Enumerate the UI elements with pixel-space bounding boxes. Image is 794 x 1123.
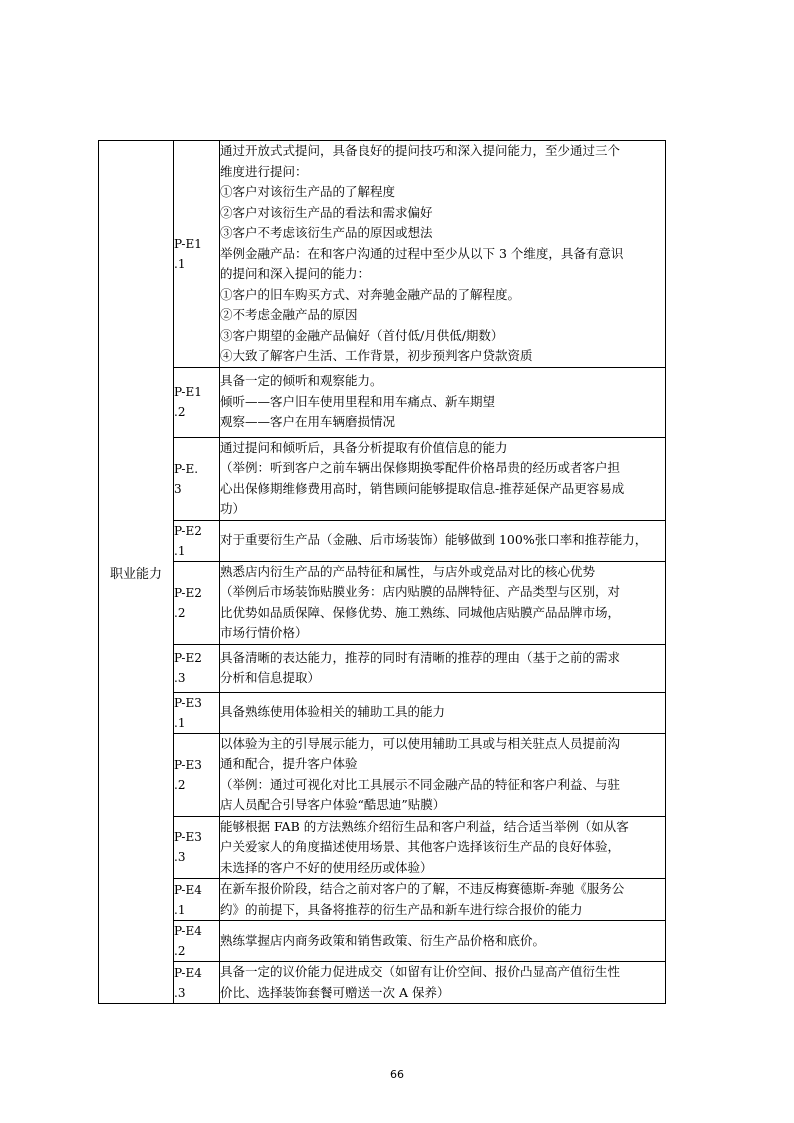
competency-description	[220, 816, 666, 879]
table-row	[99, 962, 666, 1004]
description-line: 功）	[220, 501, 246, 516]
description-line: 以体验为主的引导展示能力，可以使用辅助工具或与相关驻点人员提前沟	[220, 735, 621, 751]
table-row	[99, 921, 666, 962]
competency-description	[220, 520, 666, 561]
description-line: ③客户不考虑该衍生产品的原因或想法	[220, 225, 433, 240]
description-line: 通和配合，提升客户体验	[220, 756, 358, 771]
description-line: ④大致了解客户生活、工作背景，初步预判客户贷款资质	[220, 348, 533, 363]
competency-description	[220, 141, 666, 368]
competency-code: P-E2 .1	[174, 520, 220, 561]
description-line: 店人员配合引导客户体验“酷思迪”贴膜）	[220, 797, 446, 812]
description-line: 市场行情价格）	[220, 625, 308, 640]
competency-code: P-E1 .1	[174, 141, 220, 368]
competency-code: P-E2 .2	[174, 561, 220, 644]
table-row	[99, 692, 666, 733]
competency-description	[220, 733, 666, 816]
competency-code: P-E4 .3	[174, 962, 220, 1004]
competency-description	[220, 561, 666, 644]
competency-code: P-E3 .1	[174, 692, 220, 733]
table-row	[99, 879, 666, 921]
description-line: 分析和信息提取）	[220, 670, 321, 685]
table-row	[99, 561, 666, 644]
table-row	[99, 733, 666, 816]
description-line: 熟悉店内衍生产品的产品特征和属性，与店外或竞品对比的核心优势	[220, 563, 596, 579]
table-row	[99, 437, 666, 520]
table-row	[99, 367, 666, 437]
description-line: 举例金融产品：在和客户沟通的过程中至少从以下 3 个维度，具备有意识	[220, 245, 624, 261]
competency-description	[220, 367, 666, 437]
competency-code: P-E4 .1	[174, 879, 220, 921]
description-line: （举例后市场装饰贴膜业务：店内贴膜的品牌特征、产品类型与区别，对	[220, 584, 621, 599]
description-line: 的提问和深入提问的能力：	[220, 266, 371, 281]
competency-code: P-E3 .2	[174, 733, 220, 816]
competency-description	[220, 437, 666, 520]
table-row	[99, 520, 666, 561]
description-line: ②不考虑金融产品的原因	[220, 307, 358, 322]
competency-code: P-E1 .2	[174, 367, 220, 437]
description-line: 价比、选择装饰套餐可赠送一次 A 保养）	[220, 984, 450, 1000]
table-row	[99, 816, 666, 879]
description-line: 倾听——客户旧车使用里程和用车痛点、新车期望	[220, 393, 496, 409]
description-line: 通过提问和倾听后，具备分析提取有价值信息的能力	[220, 439, 508, 455]
description-line: ①客户对该衍生产品的了解程度	[220, 184, 396, 199]
description-line: 户关爱家人的角度描述使用场景、其他客户选择该衍生产品的良好体验，	[220, 839, 621, 854]
description-line: 通过开放式式提问，具备良好的提问技巧和深入提问能力，至少通过三个	[220, 143, 621, 158]
competency-description	[220, 921, 666, 962]
description-line: 熟练掌握店内商务政策和销售政策、衍生产品价格和底价。	[220, 932, 546, 948]
table-row	[99, 141, 666, 368]
competency-code: P-E. 3	[174, 437, 220, 520]
description-line: ③客户期望的金融产品偏好（首付低/月供低/期数）	[220, 327, 504, 343]
description-line: 在新车报价阶段，结合之前对客户的了解，不违反梅赛德斯-奔驰《服务公	[220, 881, 625, 896]
description-line: 对于重要衍生产品（金融、后市场装饰）能够做到 100%张口率和推荐能力，	[220, 532, 648, 548]
competency-description	[220, 644, 666, 692]
description-line: 具备清晰的表达能力，推荐的同时有清晰的推荐的理由（基于之前的需求	[220, 649, 621, 665]
description-line: 未选择的客户不好的使用经历或体验）	[220, 859, 433, 875]
description-line: 能够根据 FAB 的方法熟练介绍衍生品和客户利益，结合适当举例（如从客	[220, 818, 629, 834]
description-line: 观察——客户在用车辆磨损情况	[220, 414, 396, 430]
description-line: 比优势如品质保障、保修优势、施工熟练、同城他店贴膜产品品牌市场，	[220, 604, 621, 620]
description-line: （举例：听到客户之前车辆出保修期换零配件价格昂贵的经历或者客户担	[220, 460, 621, 475]
description-line: 具备一定的倾听和观察能力。	[220, 373, 383, 389]
page-number: 66	[390, 1068, 404, 1081]
description-line: ①客户的旧车购买方式、对奔驰金融产品的了解程度。	[220, 286, 521, 302]
category-cell: 职业能力	[99, 141, 174, 1004]
description-line: （举例：通过可视化对比工具展示不同金融产品的特征和客户利益、与驻	[220, 776, 621, 792]
competency-table	[98, 140, 666, 1004]
description-line: 具备熟练使用体验相关的辅助工具的能力	[220, 704, 446, 720]
description-line: 约》的前提下，具备将推荐的衍生产品和新车进行综合报价的能力	[220, 901, 583, 917]
competency-code: P-E4 .2	[174, 921, 220, 962]
competency-description	[220, 962, 666, 1004]
description-line: ②客户对该衍生产品的看法和需求偏好	[220, 204, 433, 220]
table-row	[99, 644, 666, 692]
competency-description	[220, 879, 666, 921]
description-line: 具备一定的议价能力促进成交（如留有让价空间、报价凸显高产值衍生性	[220, 964, 621, 979]
description-line: 维度进行提问：	[220, 163, 308, 179]
description-line: 心出保修期维修费用高时，销售顾问能够提取信息-推荐延保产品更容易成	[220, 480, 625, 496]
competency-code: P-E3 .3	[174, 816, 220, 879]
competency-description	[220, 692, 666, 733]
competency-code: P-E2 .3	[174, 644, 220, 692]
